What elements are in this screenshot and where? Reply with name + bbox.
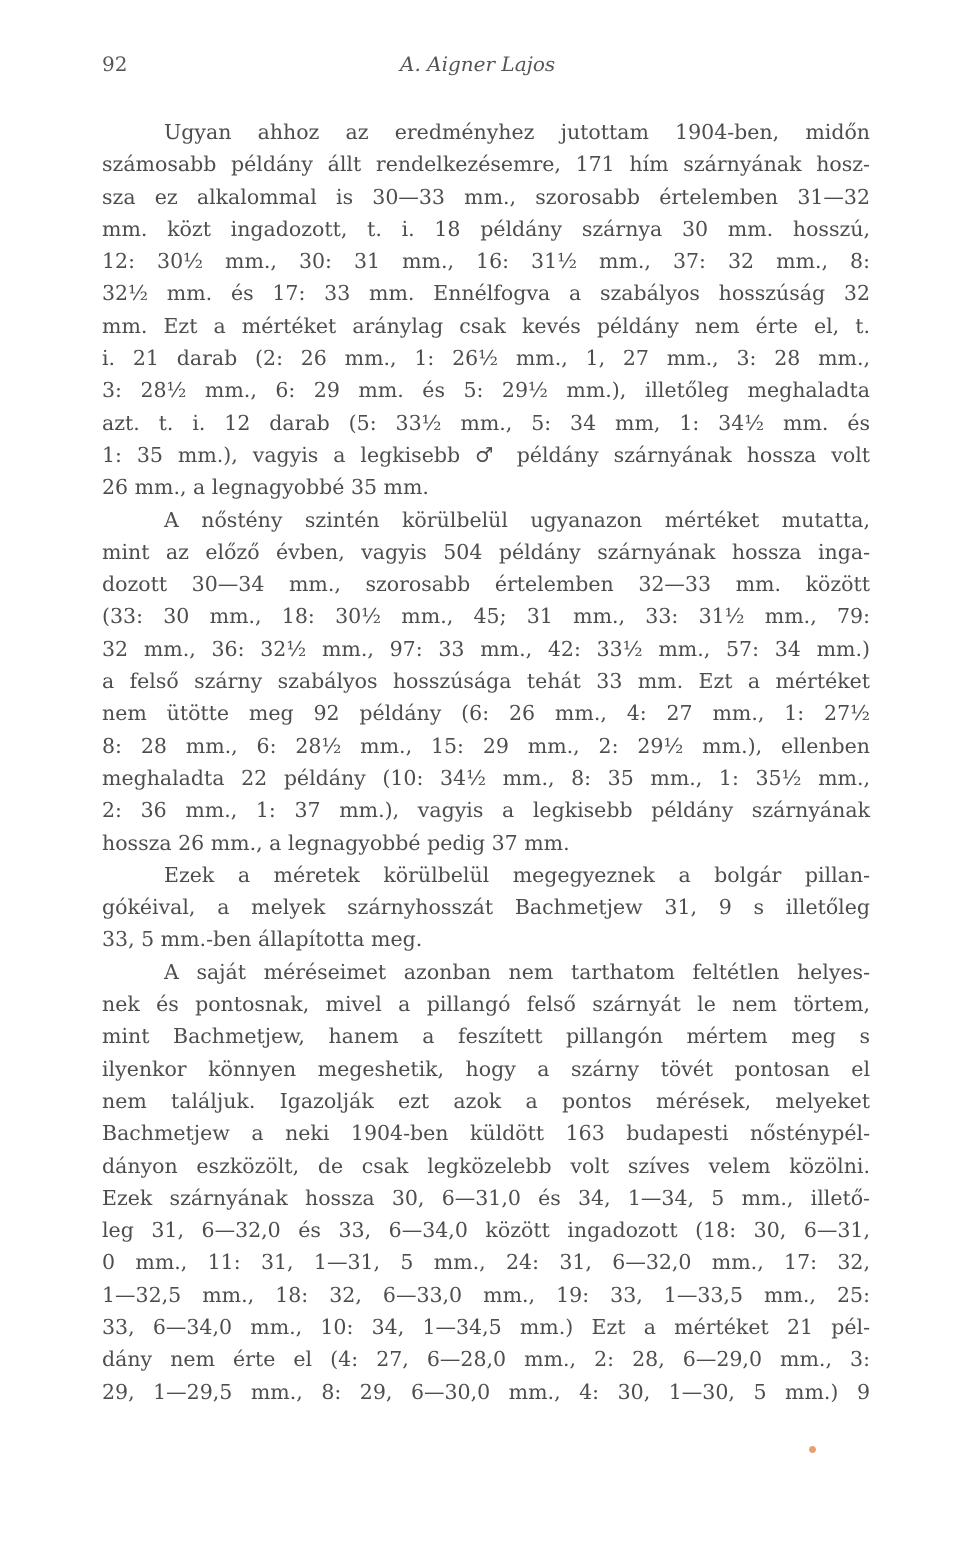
text-line: leg 31, 6—32,0 és 33, 6—34,0 között ingadozott (18: 30, 6—31,	[102, 1218, 870, 1243]
text-line: sza ez alkalommal is 30—33 mm., szorosabb értelemben 31—32	[102, 184, 870, 209]
text-line: 3: 28½ mm., 6: 29 mm. és 5: 29½ mm.), illetőleg meghaladta	[102, 378, 870, 403]
text-line: ilyenkor könnyen megeshetik, hogy a szárny tövét pontosan el	[102, 1056, 870, 1081]
text-line: 8: 28 mm., 6: 28½ mm., 15: 29 mm., 2: 29½ mm.), ellenben	[102, 733, 870, 758]
text-line: 1—32,5 mm., 18: 32, 6—33,0 mm., 19: 33, 1—33,5 mm., 25:	[102, 1282, 870, 1307]
text-line: i. 21 darab (2: 26 mm., 1: 26½ mm., 1, 27 mm., 3: 28 mm.,	[102, 346, 870, 371]
page-number: 92	[102, 52, 128, 76]
text-line: dányon eszközölt, de csak legközelebb volt szíves velem közölni.	[102, 1153, 870, 1178]
text-line: meghaladta 22 példány (10: 34½ mm., 8: 35 mm., 1: 35½ mm.,	[102, 765, 870, 790]
text-line: Ugyan ahhoz az eredményhez jutottam 1904-ben, midőn	[164, 120, 870, 144]
text-line: 26 mm., a legnagyobbé 35 mm.	[102, 475, 429, 500]
text-line: 33, 6—34,0 mm., 10: 34, 1—34,5 mm.) Ezt a mértéket 21 pél-	[102, 1314, 870, 1339]
text-line: A saját méréseimet azonban nem tarthatom feltétlen helyes-	[164, 959, 870, 984]
text-line: mint Bachmetjew, hanem a feszített pillangón mértem meg s	[102, 1024, 870, 1049]
text-line: nem találjuk. Igazolják ezt azok a pontos mérések, melyeket	[102, 1088, 870, 1113]
text-line: (33: 30 mm., 18: 30½ mm., 45; 31 mm., 33: 31½ mm., 79:	[102, 604, 870, 629]
text-line: A nőstény szintén körülbelül ugyanazon mértéket mutatta,	[164, 507, 870, 532]
text-line: számosabb példány állt rendelkezésemre, 171 hím szárnyának hosz-	[102, 152, 870, 177]
ink-dot-mark	[809, 1446, 816, 1453]
text-line: 29, 1—29,5 mm., 8: 29, 6—30,0 mm., 4: 30, 1—30, 5 mm.) 9	[102, 1379, 870, 1404]
text-line: hossza 26 mm., a legnagyobbé pedig 37 mm.	[102, 830, 570, 855]
text-line: Ezek szárnyának hossza 30, 6—31,0 és 34, 1—34, 5 mm., illető-	[102, 1185, 870, 1210]
text-line: a felső szárny szabályos hosszúsága tehát 33 mm. Ezt a mértéket	[102, 669, 870, 694]
text-line: 2: 36 mm., 1: 37 mm.), vagyis a legkisebb példány szárnyának	[102, 798, 870, 823]
text-line: 0 mm., 11: 31, 1—31, 5 mm., 24: 31, 6—32,0 mm., 17: 32,	[102, 1250, 870, 1275]
text-line: 12: 30½ mm., 30: 31 mm., 16: 31½ mm., 37: 32 mm., 8:	[102, 249, 870, 274]
text-line: dozott 30—34 mm., szorosabb értelemben 32—33 mm. között	[102, 572, 870, 597]
text-line: 32 mm., 36: 32½ mm., 97: 33 mm., 42: 33½ mm., 57: 34 mm.)	[102, 636, 870, 661]
text-line: azt. t. i. 12 darab (5: 33½ mm., 5: 34 mm, 1: 34½ mm. és	[102, 410, 870, 435]
running-title: A. Aigner Lajos	[400, 52, 556, 76]
text-line: 32½ mm. és 17: 33 mm. Ennélfogva a szabályos hosszúság 32	[102, 281, 870, 306]
text-line: nem ütötte meg 92 példány (6: 26 mm., 4: 27 mm., 1: 27½	[102, 701, 870, 726]
text-line: Bachmetjew a neki 1904-ben küldött 163 budapesti nősténypél-	[102, 1121, 870, 1146]
page-header	[102, 52, 868, 86]
text-line: 33, 5 mm.-ben állapította meg.	[102, 927, 423, 952]
text-line: mm. közt ingadozott, t. i. 18 példány szárnya 30 mm. hosszú,	[102, 216, 870, 241]
text-line: Ezek a méretek körülbelül megegyeznek a bolgár pillan-	[164, 862, 870, 887]
text-line: mm. Ezt a mértéket aránylag csak kevés példány nem érte el, t.	[102, 313, 870, 338]
body-text	[102, 116, 870, 1408]
text-line: gókéival, a melyek szárnyhosszát Bachmetjew 31, 9 s illetőleg	[102, 895, 870, 920]
text-line: dány nem érte el (4: 27, 6—28,0 mm., 2: 28, 6—29,0 mm., 3:	[102, 1347, 870, 1372]
text-line: mint az előző évben, vagyis 504 példány szárnyának hossza inga-	[102, 539, 870, 564]
text-line: nek és pontosnak, mivel a pillangó felső szárnyát le nem törtem,	[102, 992, 870, 1017]
text-line: 1: 35 mm.), vagyis a legkisebb ♂ példány szárnyának hossza volt	[102, 442, 870, 467]
